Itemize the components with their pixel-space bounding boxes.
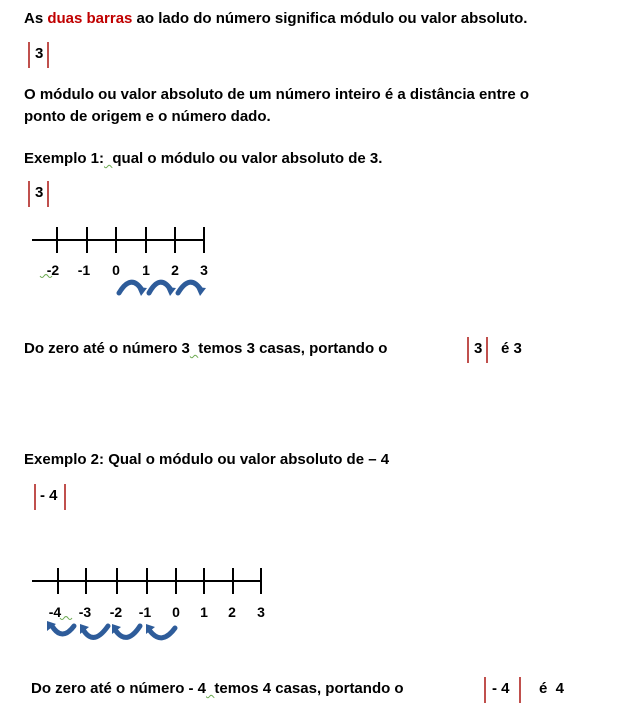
intro-suffix: ao lado do número significa módulo ou valor absoluto. <box>132 10 528 27</box>
intro-highlight: duas barras <box>47 10 133 27</box>
abs-value-text: 3 <box>35 45 44 62</box>
tick-label: -2 <box>46 262 60 278</box>
tick-label: -2 <box>109 604 123 620</box>
tick-label: 3 <box>257 604 265 620</box>
abs-bar-right <box>47 181 49 207</box>
number-line-2 <box>0 566 290 646</box>
tick-label: -1 <box>77 262 91 278</box>
squiggle <box>60 617 72 620</box>
example1-conclusion <box>24 338 387 360</box>
arrow-head <box>137 287 147 296</box>
tick-label: 2 <box>228 604 236 620</box>
abs-bar-left <box>28 42 30 68</box>
example2-title: Exemplo 2: Qual o módulo ou valor absoluto de – 4 <box>24 451 390 468</box>
intro-text <box>24 8 527 30</box>
arrow-head <box>196 287 206 296</box>
number-line-1 <box>0 220 260 310</box>
abs-value-text: 3 <box>35 184 44 201</box>
tick-label: 1 <box>142 262 150 278</box>
example2-conclusion <box>31 678 404 700</box>
arc-arrow <box>150 628 175 638</box>
example1-title <box>24 148 382 170</box>
conclusion-pre: Do zero até o número 3 <box>24 340 190 357</box>
example1-conclusion-post: é 3 <box>501 340 522 357</box>
example1-title-pre: Exemplo 1: <box>24 150 105 167</box>
abs-bar-right <box>64 484 66 510</box>
abs-bar-left <box>28 181 30 207</box>
tick-label: -1 <box>138 604 152 620</box>
abs-bar-left <box>467 337 469 363</box>
conclusion-mid: temos 4 casas, portando o <box>214 680 404 697</box>
arrow-head <box>166 287 176 296</box>
abs-value-text: 3 <box>474 340 483 357</box>
arc-arrow <box>52 626 74 634</box>
definition-line-2: ponto de origem e o número dado. <box>24 108 271 125</box>
abs-value-text: - 4 <box>492 680 510 697</box>
tick-label: 2 <box>171 262 179 278</box>
abs-value-text: - 4 <box>40 487 58 504</box>
example1-title-post: qual o módulo ou valor absoluto de 3. <box>112 150 383 167</box>
definition-line-1: O módulo ou valor absoluto de um número inteiro é a distância entre o <box>24 86 530 103</box>
tick-label: 0 <box>172 604 180 620</box>
tick-label: 3 <box>200 262 208 278</box>
tick-label: 0 <box>112 262 120 278</box>
abs-bar-left <box>34 484 36 510</box>
conclusion-pre: Do zero até o número - 4 <box>31 680 207 697</box>
conclusion-mid: temos 3 casas, portando o <box>198 340 388 357</box>
tick-label: -3 <box>78 604 92 620</box>
tick-label: 1 <box>200 604 208 620</box>
abs-bar-right <box>47 42 49 68</box>
tick-label: -4 <box>48 604 62 620</box>
abs-bar-left <box>484 677 486 703</box>
abs-bar-right <box>486 337 488 363</box>
intro-prefix: As <box>24 10 48 27</box>
example2-conclusion-post: é 4 <box>539 680 565 697</box>
abs-bar-right <box>519 677 521 703</box>
